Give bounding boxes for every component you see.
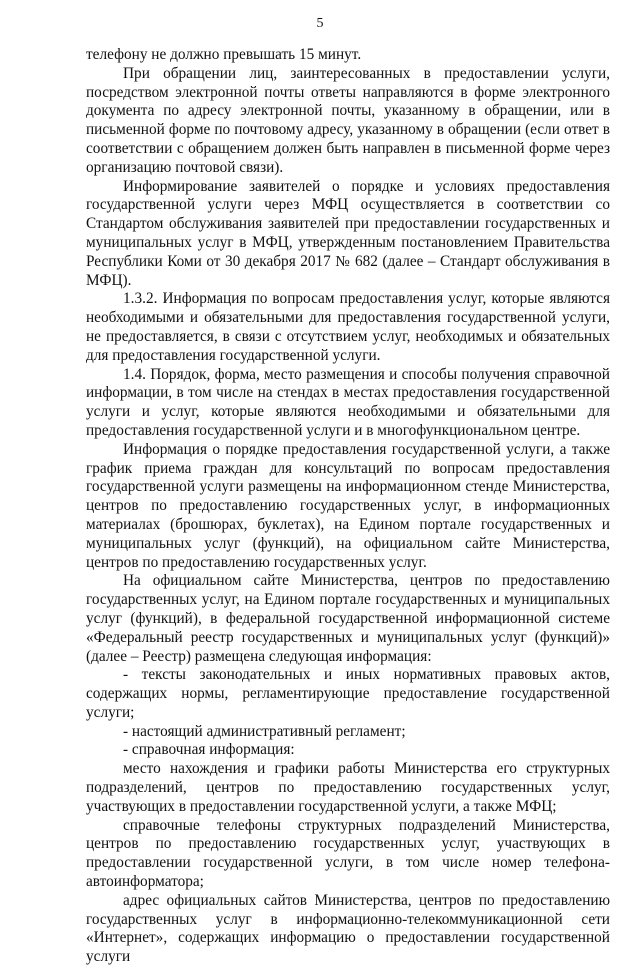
list-item-regulation: - настоящий административный регламент; bbox=[123, 722, 406, 740]
paragraph-section-1-3-2: 1.3.2. Информация по вопросам предоставления услуг, которые являются необходимыми и обязательными для предоставления государственной услуги, не предоставляется, в связи с отсутствием услуг, необходимых и обязательных для предоставления государственной услуги. bbox=[86, 290, 610, 364]
list-item-reference-info: - справочная информация: bbox=[123, 741, 295, 759]
list-item-legal-acts: - тексты законодательных и иных нормативных правовых актов, содержащих нормы, регламентирующие предоставление государственной услуги; bbox=[86, 666, 610, 721]
document-body bbox=[86, 46, 610, 967]
paragraph-website-addresses: адрес официальных сайтов Министерства, центров по предоставлению государственных услуг в информационно-телекоммуникационной сети «Интернет», содержащих информацию о предоставлении государственной услуги bbox=[86, 891, 610, 966]
paragraph-email-responses: При обращении лиц, заинтересованных в предоставлении услуги, посредством электронной почты ответы направляются в форме электронного документа по адресу электронной почты, указанному в обращении, или в письменной форме по почтовому адресу, указанному в обращении (если ответ в соответствии с обращением должен быть направлен в письменной форме через организацию почтовой связи). bbox=[86, 64, 610, 176]
page-number: 5 bbox=[316, 16, 324, 31]
paragraph-service-info-placement: Информация о порядке предоставления государственной услуги, а также график приема граждан для консультаций по вопросам предоставления государственной услуги размещены на информационном стенде Министерства, центров по предоставлению государственных услуг, в информационных материалах (брошюрах, буклетах), на Едином портале государственных и муниципальных услуг (функций), на официальном сайте Министерства, центров по предоставлению государственных услуг. bbox=[86, 440, 610, 571]
paragraph-mfc-informing: Информирование заявителей о порядке и условиях предоставления государственной услуги через МФЦ осуществляется в соответствии со Стандартом обслуживания заявителей при предоставлении государственных и муниципальных услуг в МФЦ, утвержденным постановлением Правительства Республики Коми от 30 декабря 2017 № 682 (далее – Стандарт обслуживания в МФЦ). bbox=[86, 177, 610, 289]
paragraph-locations-schedules: место нахождения и графики работы Министерства его структурных подразделений, центров по предоставлению государственных услуг, участвующих в предоставлении государственной услуги, а также МФЦ; bbox=[86, 760, 610, 815]
paragraph-section-1-4: 1.4. Порядок, форма, место размещения и способы получения справочной информации, в том числе на стендах в местах предоставления государственной услуги и услуг, которые являются необходимыми и обязательными для предоставления государственной услуги и в многофункциональном центре. bbox=[86, 365, 610, 439]
paragraph-reference-phones: справочные телефоны структурных подразделений Министерства, центров по предоставлению государственных услуг, участвующих в предоставлении государственной услуги, в том числе номер телефона-автоинформатора; bbox=[86, 816, 610, 891]
paragraph-continuation: телефону не должно превышать 15 минут. bbox=[86, 46, 362, 63]
paragraph-official-site-info: На официальном сайте Министерства, центров по предоставлению государственных услуг, на Едином портале государственных и муниципальных услуг (функций), в федеральной государственной информационной системе «Федеральный реестр государственных и муниципальных услуг (функций)» (далее – Реестр) размещена следующая информация: bbox=[86, 572, 610, 665]
